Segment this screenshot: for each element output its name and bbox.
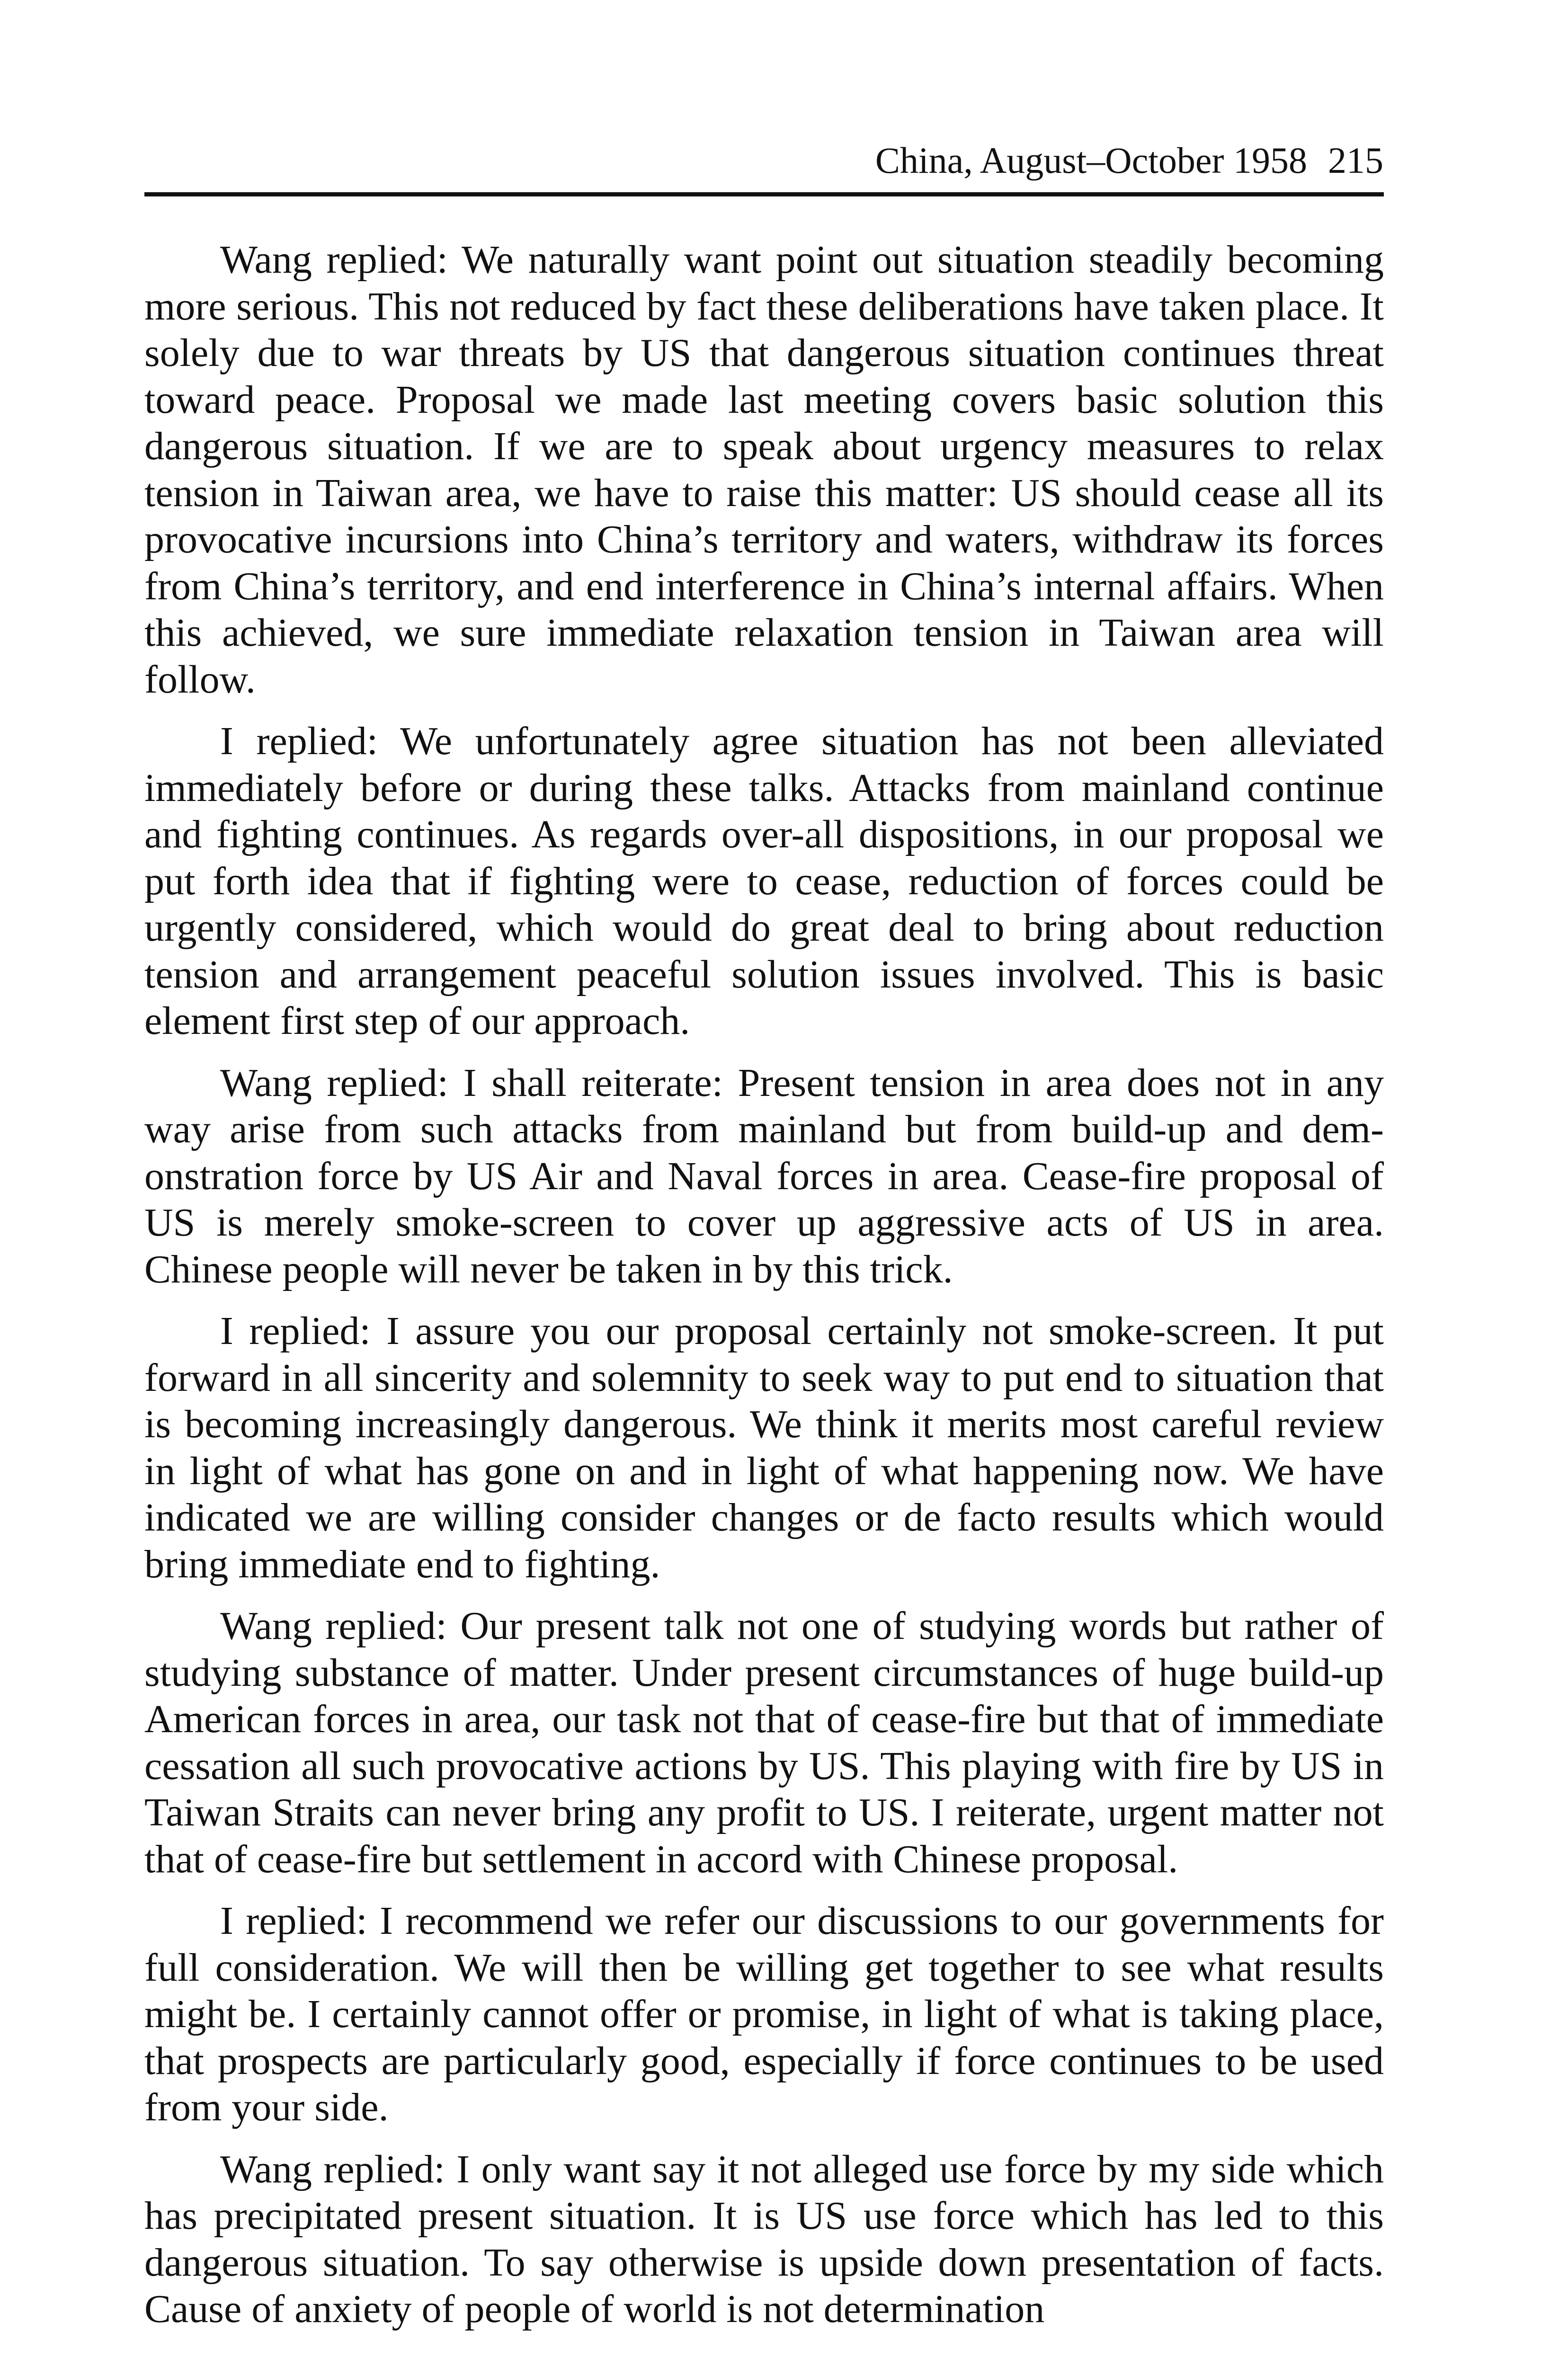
paragraph: I replied: I recommend we refer our discussions to our governments for full consideration. We will then be willing get together to see what results might be. I certainly cannot offer or promise, in light of what is taking place, that prospects are particularly good, especially if force continues to be used from your side. [144, 1899, 1384, 2129]
page-number: 215 [1328, 140, 1383, 181]
body-text [144, 237, 1384, 2348]
header-rule [144, 192, 1384, 196]
paragraph: Wang replied: I shall reiterate: Present tension in area does not in any way arise from such attacks from mainland but from build-up and demonstration force by US Air and Naval forces in area. Cease-fire proposal of US is merely smoke-screen to cover up aggressive acts of US in area. Chinese people will never be taken in by this trick. [144, 1060, 1384, 1291]
running-title: China, August–October 1958 [875, 140, 1307, 181]
running-head [875, 142, 1383, 179]
paragraph: Wang replied: We naturally want point out situation steadily becoming more serious. This not reduced by fact these deliberations have taken place. It solely due to war threats by US that dangerous situation continues threat toward peace. Proposal we made last meeting covers basic solution this dangerous situation. If we are to speak about urgency measures to relax tension in Taiwan area, we have to raise this matter: US should cease all its provocative incursions into China’s territory and waters, withdraw its forces from China’s territory, and end interference in China’s internal affairs. When this achieved, we sure immediate relaxation tension in Taiwan area will follow. [144, 238, 1384, 702]
paragraph: Wang replied: Our present talk not one of studying words but rather of studying substance of matter. Under present circumstances of huge build-up American forces in area, our task not that of cease-fire but that of immediate cessation all such provocative actions by US. This playing with fire by US in Taiwan Straits can never bring any profit to US. I reiterate, urgent matter not that of cease-fire but settlement in accord with Chinese proposal. [144, 1604, 1384, 1881]
paragraph: Wang replied: I only want say it not alleged use force by my side which has precipitated present situation. It is US use force which has led to this dangerous situation. To say otherwise is upside down presentation of facts. Cause of anxiety of people of world is not determination [144, 2147, 1384, 2331]
paragraph: I replied: We unfortunately agree situation has not been alleviated immediately before or during these talks. Attacks from mainland continue and fighting continues. As regards over-all dispositions, in our proposal we put forth idea that if fighting were to cease, reduction of forces could be urgently considered, which would do great deal to bring about reduction tension and arrangement peaceful solution issues involved. This is basic element first step of our approach. [144, 719, 1384, 1043]
paragraph: I replied: I assure you our proposal certainly not smoke-screen. It put forward in all sincerity and solemnity to seek way to put end to situation that is becoming increasingly dangerous. We think it merits most careful review in light of what has gone on and in light of what happening now. We have indicated we are willing consider changes or de facto results which would bring immediate end to fighting. [144, 1309, 1384, 1586]
